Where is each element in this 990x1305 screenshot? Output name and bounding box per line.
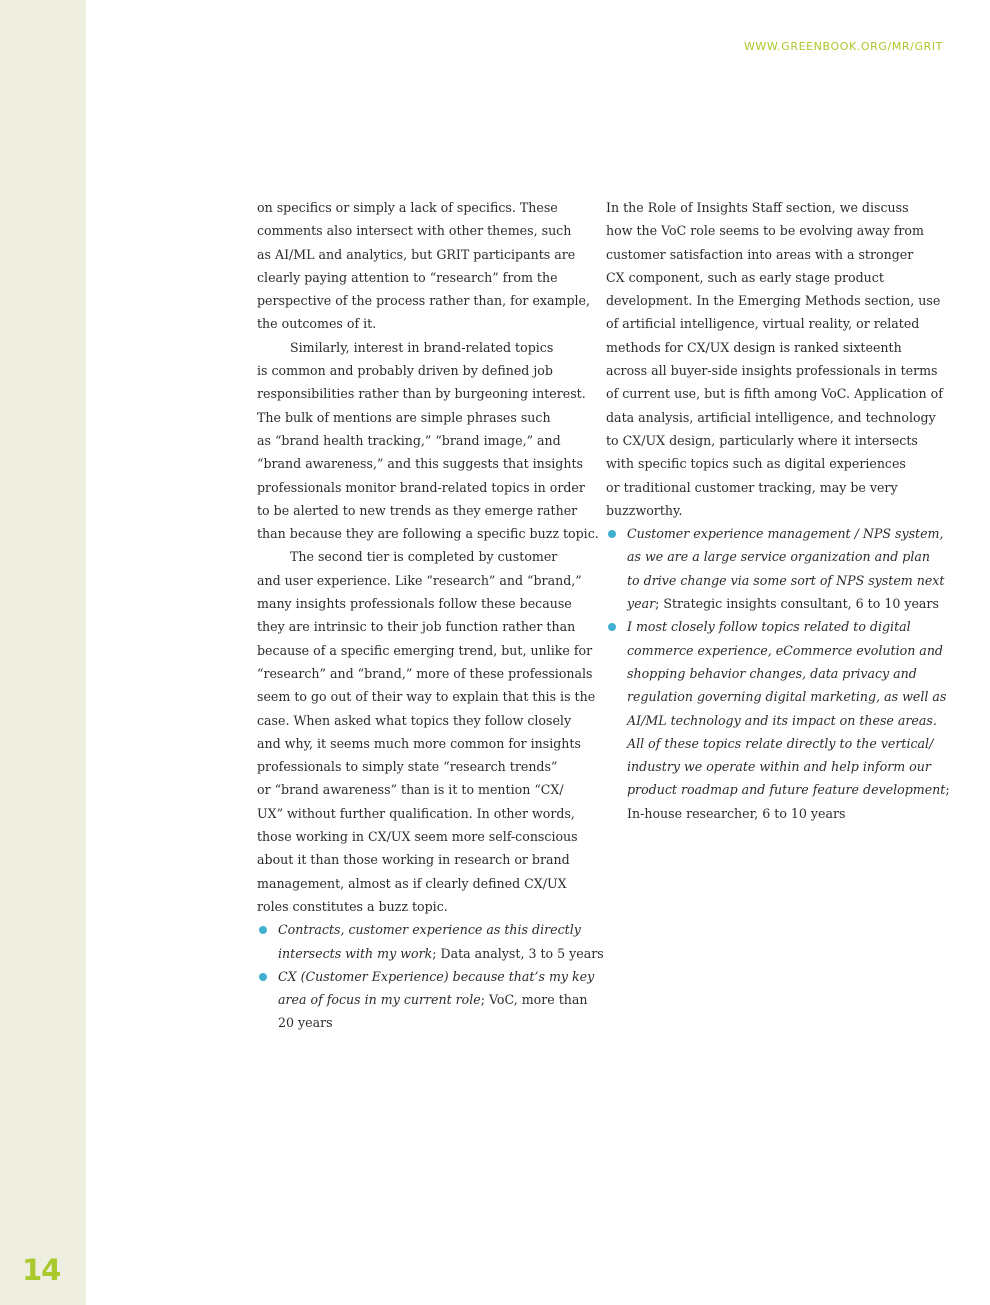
- left-paragraph-3: [257, 545, 596, 918]
- quote-text: area of focus in my current role: [278, 992, 481, 1008]
- quote-bullet-item: [606, 615, 950, 825]
- right-column: [606, 196, 950, 825]
- text-line: In the Role of Insights Staff section, we discuss: [606, 200, 909, 215]
- text-line: as “brand health tracking,” “brand image,” and: [257, 432, 561, 448]
- text-line: of current use, but is fifth among VoC. Application of: [606, 386, 943, 402]
- text-line: with specific topics such as digital experiences: [606, 456, 906, 472]
- text-line: management, almost as if clearly defined CX/UX: [257, 875, 567, 891]
- quote-text: I most closely follow topics related to digital: [627, 619, 911, 635]
- text-line: data analysis, artificial intelligence, and technology: [606, 409, 936, 425]
- text-line: is common and probably driven by defined job: [257, 363, 553, 379]
- text-line: responsibilities rather than by burgeoning interest.: [257, 386, 586, 402]
- text-line: methods for CX/UX design is ranked sixteenth: [606, 339, 902, 355]
- quote-text: year: [627, 596, 656, 612]
- text-line: and why, it seems much more common for insights: [257, 735, 581, 751]
- quote-text: AI/ML technology and its impact on these areas.: [627, 712, 937, 728]
- quote-attribution: 20 years: [278, 1015, 333, 1031]
- page-number: 14: [22, 1253, 61, 1287]
- text-line: on specifics or simply a lack of specifics. These: [257, 200, 558, 215]
- quote-attribution: ; Data analyst, 3 to 5 years: [432, 945, 604, 961]
- text-line: professionals monitor brand-related topics in order: [257, 479, 585, 495]
- text-line: to CX/UX design, particularly where it intersects: [606, 432, 918, 448]
- quote-bullet-item: [257, 965, 595, 1035]
- text-line: those working in CX/UX seem more self-conscious: [257, 829, 578, 845]
- text-line: buzzworthy.: [606, 502, 683, 518]
- text-line: as AI/ML and analytics, but GRIT participants are: [257, 246, 576, 262]
- text-line: because of a specific emerging trend, but, unlike for: [257, 642, 593, 658]
- text-line: and user experience. Like “research” and “brand,”: [257, 572, 582, 588]
- text-line: or traditional customer tracking, may be very: [606, 479, 898, 495]
- left-column: [257, 196, 604, 1035]
- quote-attribution: ; VoC, more than: [480, 992, 588, 1008]
- text-line: to be alerted to new trends as they emerge rather: [257, 502, 578, 518]
- text-line: about it than those working in research or brand: [257, 852, 570, 868]
- bullet-icon: [608, 530, 616, 538]
- quote-bullet-item: [257, 918, 604, 965]
- text-line: or “brand awareness” than is it to mention “CX/: [257, 782, 564, 798]
- text-line: The second tier is completed by customer: [290, 549, 558, 565]
- text-line: they are intrinsic to their job function rather than: [257, 619, 576, 635]
- quote-text: intersects with my work: [278, 945, 433, 961]
- text-line: development. In the Emerging Methods section, use: [606, 293, 941, 309]
- text-line: CX component, such as early stage product: [606, 269, 884, 285]
- text-line: of artificial intelligence, virtual reality, or related: [606, 316, 920, 332]
- right-paragraph-1: [606, 196, 943, 522]
- text-line: the outcomes of it.: [257, 316, 377, 332]
- quote-attribution: ;: [945, 782, 950, 798]
- text-line: comments also intersect with other themes, such: [257, 223, 572, 239]
- text-line: seem to go out of their way to explain that this is the: [257, 689, 596, 705]
- quote-text: to drive change via some sort of NPS system next: [627, 572, 945, 588]
- text-line: across all buyer-side insights professionals in terms: [606, 363, 938, 379]
- quote-text: commerce experience, eCommerce evolution and: [627, 642, 943, 658]
- text-line: than because they are following a specific buzz topic.: [257, 526, 599, 542]
- quote-text: product roadmap and future feature development: [627, 782, 946, 798]
- header-url: WWW.GREENBOOK.ORG/MR/GRIT: [743, 40, 943, 53]
- text-line: how the VoC role seems to be evolving away from: [606, 223, 924, 239]
- quote-attribution: In-house researcher, 6 to 10 years: [627, 805, 846, 821]
- text-line: Similarly, interest in brand-related topics: [290, 339, 554, 355]
- quote-text: All of these topics relate directly to the vertical/: [627, 735, 934, 751]
- bullet-icon: [608, 623, 616, 631]
- text-line: clearly paying attention to “research” from the: [257, 269, 558, 285]
- quote-text: as we are a large service organization and plan: [627, 549, 931, 565]
- bullet-icon: [259, 973, 267, 981]
- text-line: customer satisfaction into areas with a stronger: [606, 246, 914, 262]
- quote-attribution: ; Strategic insights consultant, 6 to 10 years: [655, 596, 939, 612]
- page-sidebar: [0, 0, 86, 1305]
- left-paragraph-1: [257, 196, 592, 336]
- left-paragraph-2: [257, 336, 599, 546]
- quote-text: Contracts, customer experience as this directly: [278, 922, 581, 938]
- text-line: professionals to simply state “research trends”: [257, 759, 558, 775]
- text-line: perspective of the process rather than, for example,: [257, 293, 590, 309]
- text-line: roles constitutes a buzz topic.: [257, 898, 448, 914]
- text-line: “brand awareness,” and this suggests that insights: [257, 456, 583, 472]
- text-line: case. When asked what topics they follow closely: [257, 712, 572, 728]
- quote-text: CX (Customer Experience) because that’s my key: [278, 968, 595, 984]
- quote-text: industry we operate within and help inform our: [627, 759, 931, 775]
- text-line: “research” and “brand,” more of these professionals: [257, 665, 593, 681]
- quote-bullet-item: [606, 522, 945, 615]
- quote-text: shopping behavior changes, data privacy and: [627, 665, 917, 681]
- quote-text: regulation governing digital marketing, as well as: [627, 689, 947, 705]
- quote-text: Customer experience management / NPS system,: [627, 526, 944, 542]
- text-line: UX” without further qualification. In other words,: [257, 805, 575, 821]
- bullet-icon: [259, 926, 267, 934]
- text-line: many insights professionals follow these because: [257, 596, 572, 612]
- text-line: The bulk of mentions are simple phrases such: [257, 409, 551, 425]
